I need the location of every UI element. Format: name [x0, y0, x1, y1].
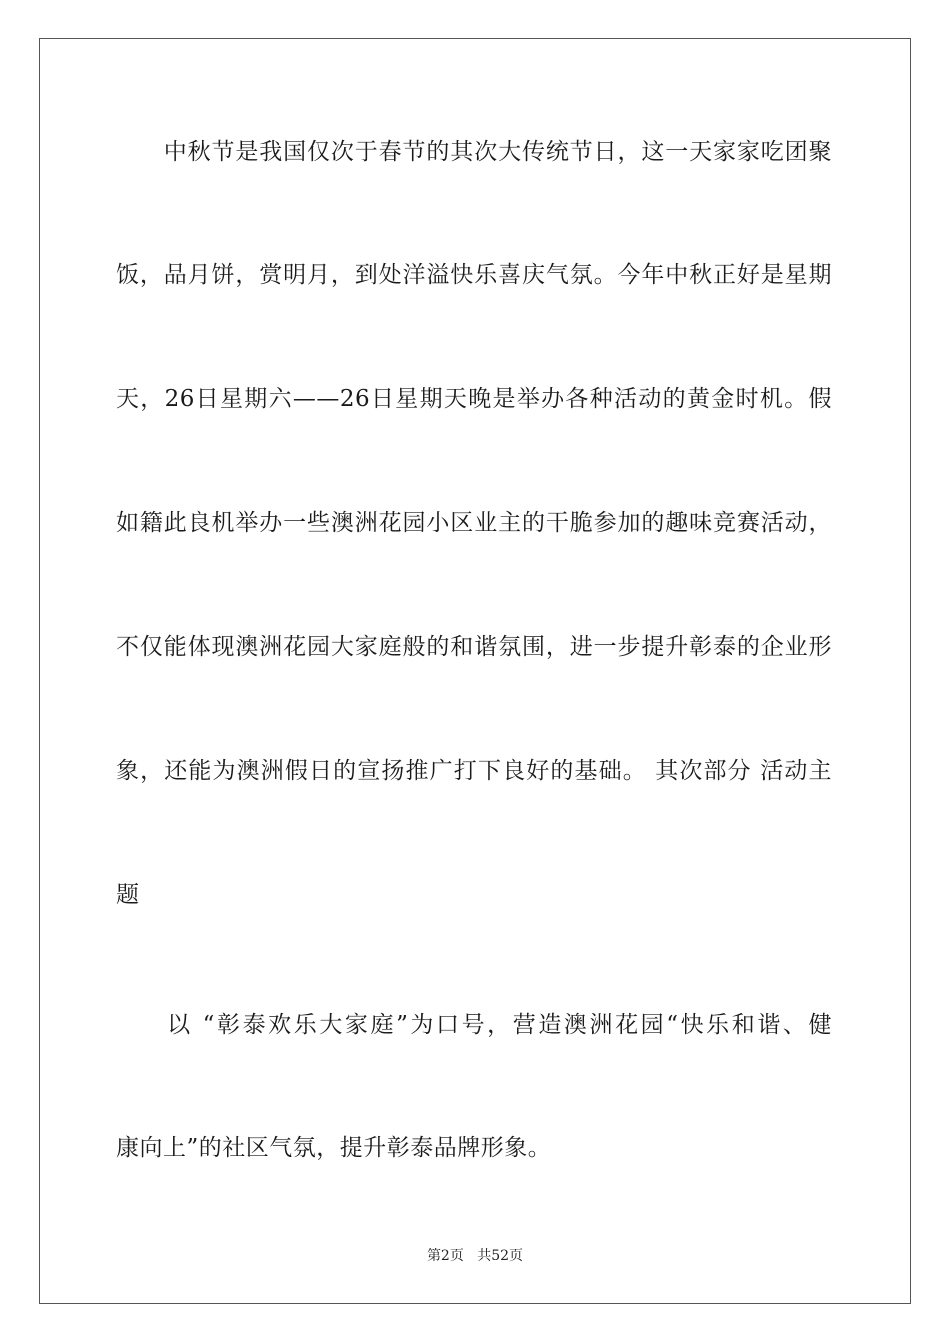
body-line-4: 如籍此良机举办一些澳洲花园小区业主的干脆参加的趣味竞赛活动，	[116, 510, 832, 536]
body-line-5: 不仅能体现澳洲花园大家庭般的和谐氛围，进一步提升彰泰的企业形	[116, 634, 832, 660]
body-line-6: 象，还能为澳洲假日的宣扬推广打下良好的基础。 其次部分 活动主	[116, 758, 832, 784]
body-line-8: 以 “彰泰欢乐大家庭”为口号，营造澳洲花园“快乐和谐、健	[116, 1012, 832, 1038]
page-frame	[39, 38, 911, 1304]
footer-current-page: 第2页	[426, 1248, 464, 1264]
page-footer	[0, 1247, 950, 1265]
body-line-3: 天，26日星期六——26日星期天晚是举办各种活动的黄金时机。假	[116, 386, 832, 412]
body-line-2: 饭，品月饼，赏明月，到处洋溢快乐喜庆气氛。今年中秋正好是星期	[116, 262, 832, 288]
body-line-7: 题	[116, 882, 140, 908]
footer-total-pages: 共52页	[477, 1248, 524, 1264]
body-line-1: 中秋节是我国仅次于春节的其次大传统节日，这一天家家吃团聚	[116, 139, 832, 165]
body-line-9: 康向上”的社区气氛，提升彰泰品牌形象。	[116, 1135, 552, 1161]
